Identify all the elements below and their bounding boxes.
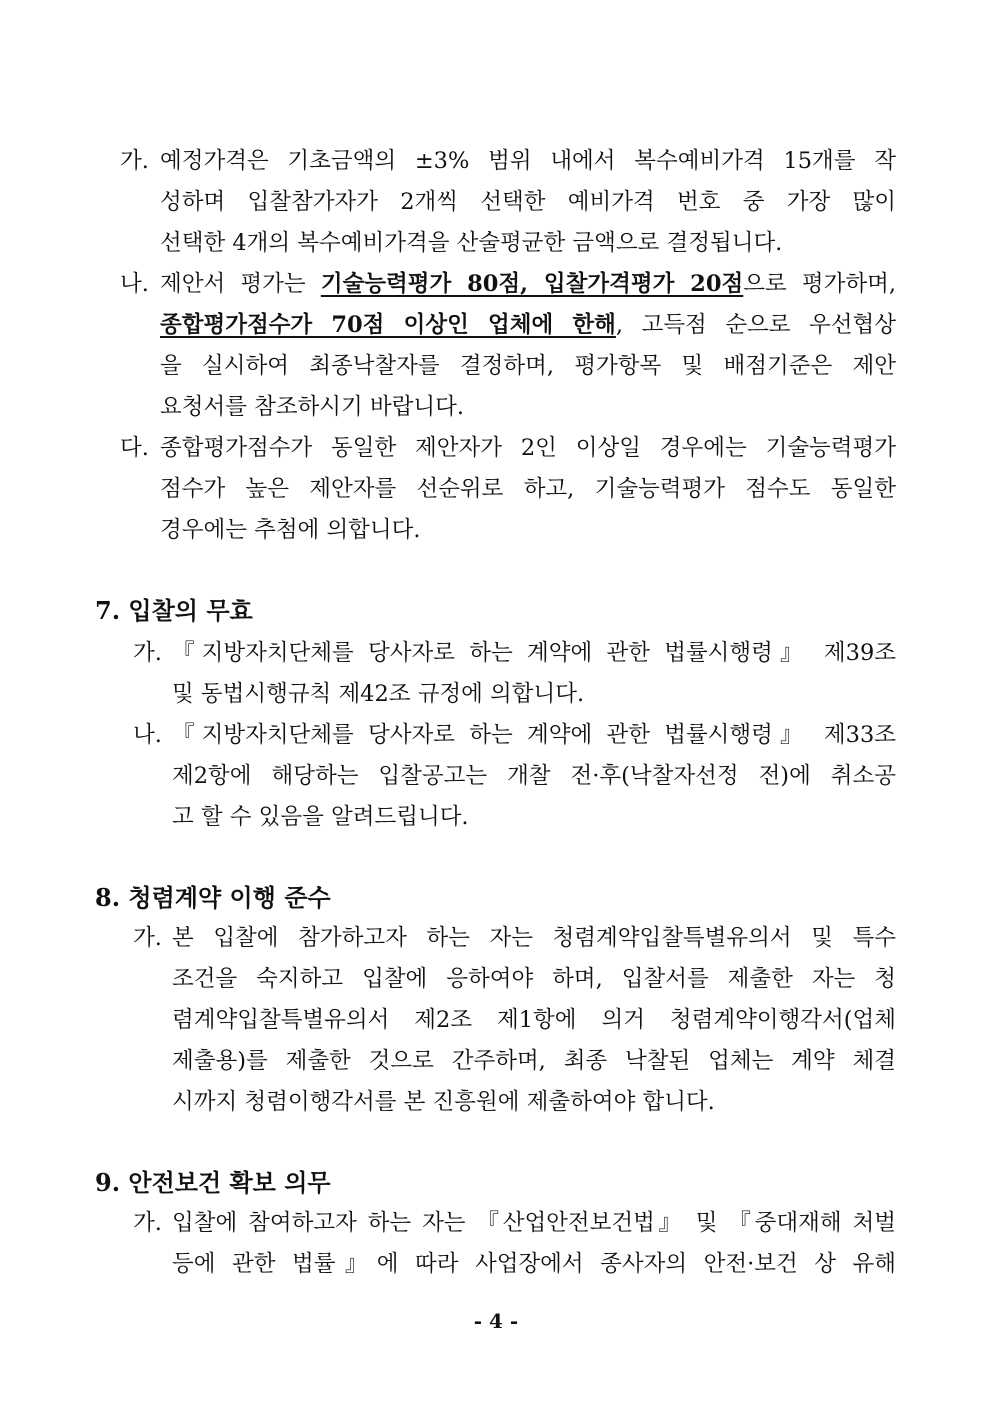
item-8-ga-line-3: 렴계약입찰특별유의서 제2조 제1항에 의거 청렴계약이행각서(업체	[172, 1007, 896, 1033]
page-number: - 4 -	[473, 1309, 519, 1333]
item-6-na-emphasis-threshold: 종합평가점수가 70점 이상인 업체에 한해	[160, 312, 616, 338]
item-8-ga-line-1: 본 입찰에 참가하고자 하는 자는 청렴계약입찰특별유의서 및 특수	[172, 925, 896, 951]
item-9-ga-line-2: 등에 관한 법률』에 따라 사업장에서 종사자의 안전·보건 상 유해	[172, 1251, 896, 1277]
item-6-na-line-2-post: , 고득점 순으로 우선협상	[615, 312, 896, 338]
item-6-na-emphasis-scores: 기술능력평가 80점, 입찰가격평가 20점	[320, 271, 744, 297]
item-label-6-da: 다.	[120, 435, 149, 461]
item-6-na-line-3: 을 실시하여 최종낙찰자를 결정하며, 평가항목 및 배점기준은 제안	[160, 353, 896, 379]
item-6-da-line-2: 점수가 높은 제안자를 선순위로 하고, 기술능력평가 점수도 동일한	[160, 476, 896, 502]
item-7-na-line-3: 고 할 수 있음을 알려드립니다.	[172, 804, 469, 830]
item-label-6-na: 나.	[120, 271, 149, 297]
item-6-na-line-1	[160, 264, 896, 305]
item-6-na-line-4: 요청서를 참조하시기 바랍니다.	[160, 394, 465, 420]
section-8-heading: 8. 청렴계약 이행 준수	[95, 883, 331, 912]
item-label-6-ga: 가.	[120, 148, 149, 174]
item-7-ga-line-1: 『지방자치단체를 당사자로 하는 계약에 관한 법률시행령』 제39조	[172, 640, 896, 666]
item-7-na-line-2: 제2항에 해당하는 입찰공고는 개찰 전·후(낙찰자선정 전)에 취소공	[172, 763, 897, 789]
item-7-ga-line-2: 및 동법시행규칙 제42조 규정에 의합니다.	[172, 681, 585, 707]
item-8-ga-line-2: 조건을 숙지하고 입찰에 응하여야 하며, 입찰서를 제출한 자는 청	[172, 966, 896, 992]
item-6-da-line-1: 종합평가점수가 동일한 제안자가 2인 이상일 경우에는 기술능력평가	[160, 435, 896, 461]
item-8-ga-line-5: 시까지 청렴이행각서를 본 진흥원에 제출하여야 합니다.	[172, 1089, 715, 1115]
section-9-heading: 9. 안전보건 확보 의무	[95, 1168, 331, 1197]
section-7-heading: 7. 입찰의 무효	[95, 596, 253, 625]
item-9-ga-line-1: 입찰에 참여하고자 하는 자는 『산업안전보건법』 및 『중대재해 처벌	[172, 1210, 896, 1236]
item-6-na-line-1-post: 으로 평가하며,	[743, 271, 897, 297]
item-6-ga-line-2: 성하며 입찰참가자가 2개씩 선택한 예비가격 번호 중 가장 많이	[160, 189, 896, 215]
item-8-ga-line-4: 제출용)를 제출한 것으로 간주하며, 최종 낙찰된 업체는 계약 체결	[172, 1048, 896, 1074]
item-6-na-line-1-pre: 제안서 평가는	[160, 271, 321, 297]
item-label-7-na: 나.	[133, 722, 162, 748]
item-6-ga-line-1: 예정가격은 기초금액의 ±3% 범위 내에서 복수예비가격 15개를 작	[160, 148, 896, 174]
item-6-da-line-3: 경우에는 추첨에 의합니다.	[160, 517, 421, 543]
item-label-8-ga: 가.	[133, 925, 162, 951]
item-6-na-line-2	[160, 305, 896, 346]
item-7-na-line-1: 『지방자치단체를 당사자로 하는 계약에 관한 법률시행령』 제33조	[172, 722, 896, 748]
item-6-ga-line-3: 선택한 4개의 복수예비가격을 산술평균한 금액으로 결정됩니다.	[160, 230, 783, 256]
item-label-7-ga: 가.	[133, 640, 162, 666]
item-label-9-ga: 가.	[133, 1210, 162, 1236]
